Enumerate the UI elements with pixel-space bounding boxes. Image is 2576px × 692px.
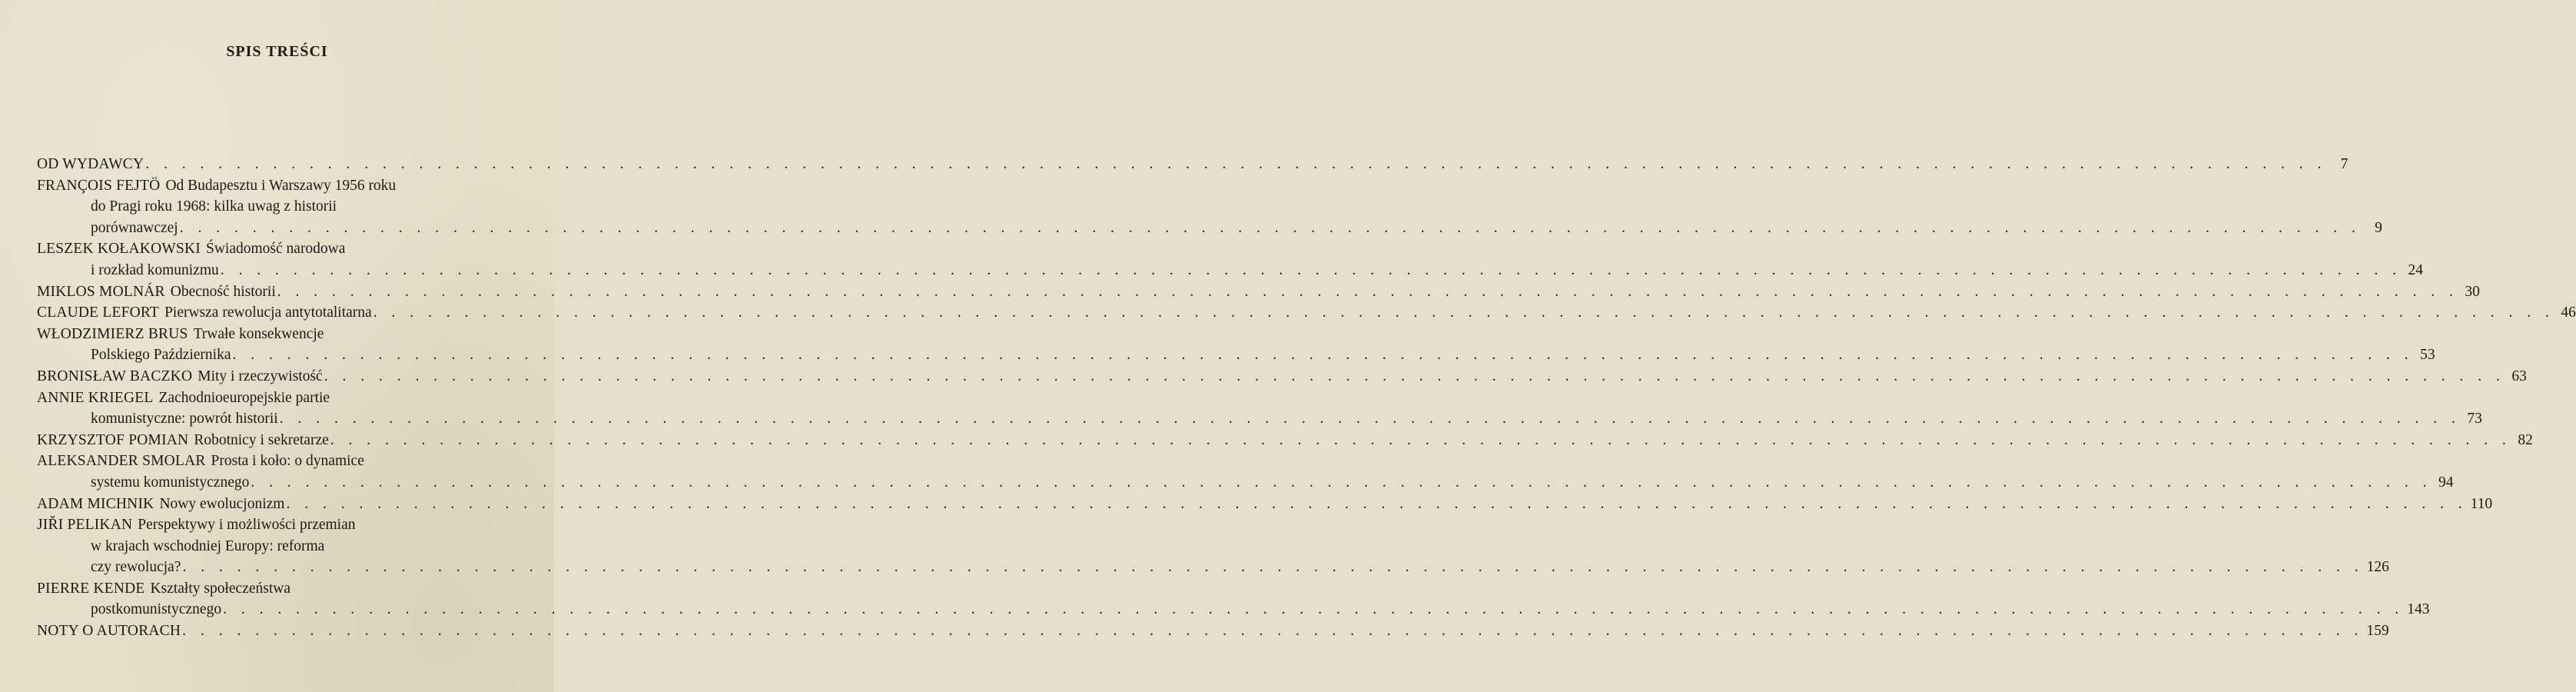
toc-page-number: 82	[2518, 431, 2533, 448]
toc-author: CLAUDE LEFORT	[37, 304, 160, 321]
toc-title-line: komunistyczne: powrót historii	[91, 411, 278, 428]
toc-page-number: 73	[2467, 411, 2482, 428]
toc-title-line: w krajach wschodniej Europy: reforma	[91, 537, 325, 554]
toc-title-line: Trwałe konsekwencje	[193, 325, 324, 342]
toc-entry	[37, 578, 507, 600]
toc-page-number: 53	[2420, 347, 2435, 364]
dot-leader: . . . . . . . . . . . . . . . . . . . . . . . . . . . . . . . . . . . . . . . . . . . . . . . . . . . . . . . . . . . . . . . . . . . . . . . . . . . . . . . . . . . . . . . . . . . . . . . . . . . . . . . . . . . . . . . . . . . . . . . .	[279, 411, 2461, 428]
toc-entry-continuation	[37, 599, 2430, 620]
toc-entry	[37, 238, 507, 260]
toc-entry	[37, 620, 2389, 642]
toc-title-line: postkomunistycznego	[91, 601, 222, 618]
toc-entry	[37, 324, 507, 345]
toc-author: ADAM MICHNIK	[37, 495, 154, 512]
toc-entry	[37, 514, 507, 536]
toc-entry-continuation	[37, 557, 2389, 578]
dot-leader: . . . . . . . . . . . . . . . . . . . . . . . . . . . . . . . . . . . . . . . . . . . . . . . . . . . . . . . . . . . . . . . . . . . . . . . . . . . . . . . . . . . . . . . . . . . . . . . . . . . . . . . . . . . . . . . . . . . . . . . .	[179, 219, 2361, 236]
toc-page-number: 94	[2438, 474, 2454, 491]
toc-page-number: 110	[2470, 495, 2493, 512]
toc-page-number: 63	[2511, 368, 2527, 384]
toc-title-line: Zachodnioeuropejskie partie	[158, 389, 330, 406]
toc-entry	[37, 388, 507, 409]
toc-page-number: 143	[2407, 601, 2430, 618]
toc-page-number: 24	[2408, 261, 2423, 278]
toc-title-line: Mity i rzeczywistość	[198, 368, 323, 384]
dot-leader: . . . . . . . . . . . . . . . . . . . . . . . . . . . . . . . . . . . . . . . . . . . . . . . . . . . . . . . . . . . . . . . . . . . . . . . . . . . . . . . . . . . . . . . . . . . . . . . . . . . . . . . . . . . . . . . . . . . . . . . .	[286, 495, 2468, 512]
toc-title-line: Świadomość narodowa	[206, 241, 346, 258]
toc-entry	[37, 175, 507, 197]
toc-author: OD WYDAWCY	[37, 156, 144, 172]
toc-author: KRZYSZTOF POMIAN	[37, 431, 189, 448]
toc-page-number: 30	[2465, 283, 2480, 300]
toc-title-line: Od Budapesztu i Warszawy 1956 roku	[165, 177, 397, 194]
toc-author: ANNIE KRIEGEL	[37, 389, 154, 406]
toc-entry	[37, 366, 2527, 388]
toc-author: NOTY O AUTORACH	[37, 623, 181, 640]
toc-author: MIKLOS MOLNÁR	[37, 283, 165, 300]
toc-author: FRANÇOIS FEJTÖ	[37, 177, 161, 194]
toc-entry-continuation	[37, 344, 2435, 366]
dot-leader: . . . . . . . . . . . . . . . . . . . . . . . . . . . . . . . . . . . . . . . . . . . . . . . . . . . . . . . . . . . . . . . . . . . . . . . . . . . . . . . . . . . . . . . . . . . . . . . . . . . . . . . . . . . . . . . . . . . . . . . .	[330, 431, 2511, 448]
dot-leader: . . . . . . . . . . . . . . . . . . . . . . . . . . . . . . . . . . . . . . . . . . . . . . . . . . . . . . . . . . . . . . . . . . . . . . . . . . . . . . . . . . . . . . . . . . . . . . . . . . . . . . . . . . . . . . . . . . . . . . . .	[373, 304, 2554, 321]
toc-page-number: 126	[2366, 559, 2389, 576]
toc-entry-continuation	[37, 536, 507, 557]
toc-title-line: Nowy ewolucjonizm	[159, 495, 285, 512]
toc-entry-continuation	[37, 408, 2482, 430]
dot-leader: . . . . . . . . . . . . . . . . . . . . . . . . . . . . . . . . . . . . . . . . . . . . . . . . . . . . . . . . . . . . . . . . . . . . . . . . . . . . . . . . . . . . . . . . . . . . . . . . . . . . . . . . . . . . . . . . . . . . . . . .	[220, 261, 2402, 278]
toc-title-line: Obecność historii	[170, 283, 276, 300]
toc-page-number: 46	[2561, 304, 2576, 321]
dot-leader: . . . . . . . . . . . . . . . . . . . . . . . . . . . . . . . . . . . . . . . . . . . . . . . . . . . . . . . . . . . . . . . . . . . . . . . . . . . . . . . . . . . . . . . . . . . . . . . . . . . . . . . . . . . . . . . . . . . . . . . .	[232, 347, 2414, 364]
dot-leader: . . . . . . . . . . . . . . . . . . . . . . . . . . . . . . . . . . . . . . . . . . . . . . . . . . . . . . . . . . . . . . . . . . . . . . . . . . . . . . . . . . . . . . . . . . . . . . . . . . . . . . . . . . . . . . . . . . . . . . . .	[251, 474, 2432, 491]
toc-title-line: Polskiego Października	[91, 347, 231, 364]
dot-leader: . . . . . . . . . . . . . . . . . . . . . . . . . . . . . . . . . . . . . . . . . . . . . . . . . . . . . . . . . . . . . . . . . . . . . . . . . . . . . . . . . . . . . . . . . . . . . . . . . . . . . . . . . . . . . . . . . . . . . . . .	[145, 156, 2327, 172]
page-title: SPIS TREŚCI	[226, 43, 328, 60]
toc-entry	[37, 430, 2533, 451]
toc-title-line: systemu komunistycznego	[91, 474, 250, 491]
toc-author: WŁODZIMIERZ BRUS	[37, 325, 188, 342]
toc-title-line: i rozkład komunizmu	[91, 261, 219, 278]
dot-leader: . . . . . . . . . . . . . . . . . . . . . . . . . . . . . . . . . . . . . . . . . . . . . . . . . . . . . . . . . . . . . . . . . . . . . . . . . . . . . . . . . . . . . . . . . . . . . . . . . . . . . . . . . . . . . . . . . . . . . . . .	[223, 601, 2405, 618]
toc-entry-continuation	[37, 196, 507, 218]
toc-author: BRONISŁAW BACZKO	[37, 368, 193, 384]
toc-entry	[37, 302, 2576, 324]
toc-title-line: porównawczej	[91, 219, 178, 236]
toc-title-line: do Pragi roku 1968: kilka uwag z historii	[91, 198, 337, 215]
toc-entry-continuation	[37, 472, 2454, 494]
toc-entry	[37, 451, 507, 472]
dot-leader: . . . . . . . . . . . . . . . . . . . . . . . . . . . . . . . . . . . . . . . . . . . . . . . . . . . . . . . . . . . . . . . . . . . . . . . . . . . . . . . . . . . . . . . . . . . . . . . . . . . . . . . . . . . . . . . . . . . . . . . .	[277, 283, 2458, 300]
dot-leader: . . . . . . . . . . . . . . . . . . . . . . . . . . . . . . . . . . . . . . . . . . . . . . . . . . . . . . . . . . . . . . . . . . . . . . . . . . . . . . . . . . . . . . . . . . . . . . . . . . . . . . . . . . . . . . . . . . . . . . . .	[324, 368, 2505, 384]
toc-entry-continuation	[37, 218, 2382, 239]
toc-title-line: Prosta i koło: o dynamice	[211, 453, 364, 470]
toc-page-number: 7	[2340, 156, 2349, 172]
toc-author: PIERRE KENDE	[37, 580, 145, 597]
toc-author: JIŘI PELIKAN	[37, 517, 133, 534]
toc-author: LESZEK KOŁAKOWSKI	[37, 241, 201, 258]
toc-entry	[37, 281, 2480, 303]
dot-leader: . . . . . . . . . . . . . . . . . . . . . . . . . . . . . . . . . . . . . . . . . . . . . . . . . . . . . . . . . . . . . . . . . . . . . . . . . . . . . . . . . . . . . . . . . . . . . . . . . . . . . . . . . . . . . . . . . . . . . . . .	[182, 623, 2364, 640]
toc-title-line: Pierwsza rewolucja antytotalitarna	[164, 304, 372, 321]
toc-page-number: 9	[2375, 219, 2382, 236]
toc-title-line: Kształty społeczeństwa	[150, 580, 291, 597]
toc-author: ALEKSANDER SMOLAR	[37, 453, 206, 470]
toc-title-line: Robotnicy i sekretarze	[194, 431, 329, 448]
toc-entry-continuation	[37, 260, 2423, 281]
toc-title-line: czy rewolucja?	[91, 559, 181, 576]
dot-leader: . . . . . . . . . . . . . . . . . . . . . . . . . . . . . . . . . . . . . . . . . . . . . . . . . . . . . . . . . . . . . . . . . . . . . . . . . . . . . . . . . . . . . . . . . . . . . . . . . . . . . . . . . . . . . . . . . . . . . . . .	[182, 559, 2364, 576]
toc-page-number: 159	[2366, 623, 2389, 640]
table-of-contents	[37, 154, 2576, 642]
toc-title-line: Perspektywy i możliwości przemian	[138, 517, 356, 534]
toc-entry	[37, 154, 2349, 175]
toc-entry	[37, 494, 2493, 515]
